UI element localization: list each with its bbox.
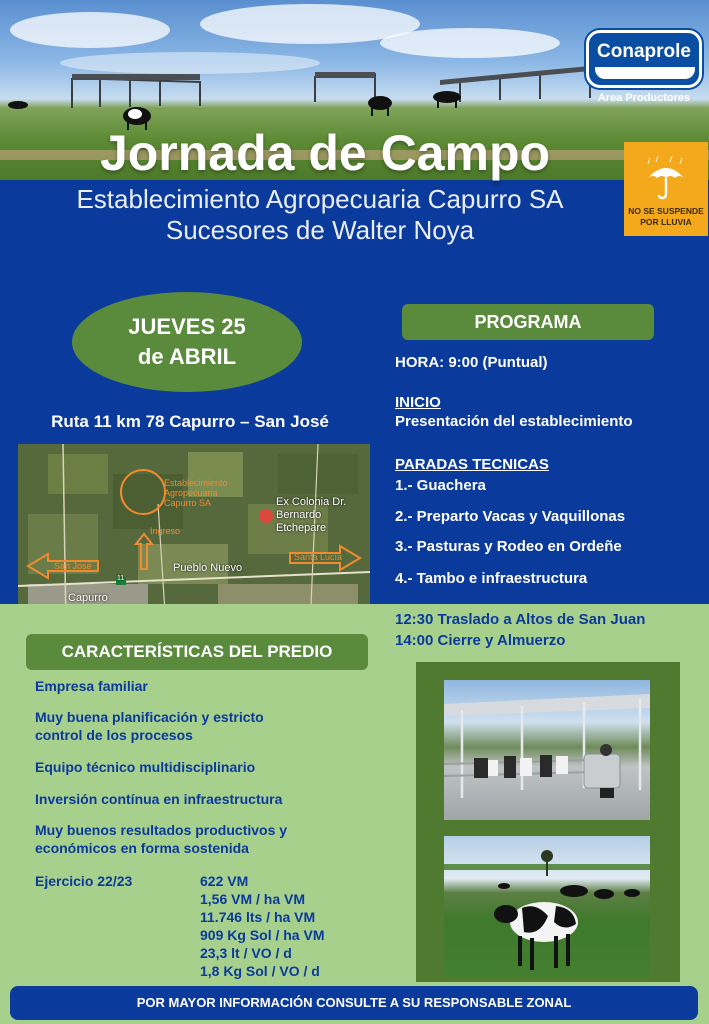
stat-cows: 622 VM — [200, 873, 249, 889]
map-label-san-jose: San José — [54, 561, 92, 571]
technical-stop-4: 4.- Tambo e infraestructura — [395, 570, 588, 587]
map-label-establishment-2: Agropecuaria — [164, 488, 218, 498]
feature-line: económicos en forma sostenida — [35, 840, 249, 856]
program-heading: PROGRAMA — [402, 304, 654, 340]
program-start-label: INICIO — [395, 394, 441, 411]
feature-family-business — [35, 677, 148, 695]
feature-line: Empresa familiar — [35, 678, 148, 694]
event-date-day: JUEVES 25 — [128, 314, 246, 339]
event-date — [72, 292, 302, 392]
feature-results — [35, 821, 287, 857]
feature-technical-team — [35, 758, 255, 776]
milking-parlor-photo — [444, 680, 650, 820]
no-rain-cancel-badge — [624, 142, 708, 236]
map-label-capurro: Capurro — [68, 592, 108, 604]
stat-liters-per-ha: 11.746 lts / ha VM — [200, 909, 316, 925]
feature-line: Equipo técnico multidisciplinario — [35, 759, 256, 775]
technical-stop-3: 3.- Pasturas y Rodeo en Ordeñe — [395, 538, 622, 555]
cows-pasture-illustration — [444, 836, 650, 978]
map-label-colonia-2: Bernardo Etchepare — [276, 509, 327, 534]
feature-line: Muy buenos resultados productivos y — [35, 822, 288, 838]
map-label-santa-lucia: Santa Lucía — [294, 552, 343, 562]
stat-solids-per-ha: 909 Kg Sol / ha VM — [200, 927, 325, 943]
technical-stops-label: PARADAS TECNICAS — [395, 456, 549, 473]
stat-liters-per-cow: 23,3 lt / VO / d — [200, 945, 292, 961]
conaprole-logo — [586, 30, 702, 110]
technical-stop-2: 2.- Preparto Vacas y Vaquillonas — [395, 508, 626, 525]
rain-badge-line2: POR LLUVIA — [640, 217, 692, 227]
cows-pasture-photo — [444, 836, 650, 978]
stat-cows-per-ha: 1,56 VM / ha VM — [200, 891, 306, 907]
feature-line: Inversión contínua en infraestructura — [35, 791, 283, 807]
map-label-entrance: Ingreso — [150, 526, 181, 536]
event-location: Ruta 11 km 78 Capurro – San José — [51, 412, 329, 431]
establishment-owner: Sucesores de Walter Noya — [165, 215, 475, 245]
establishment-name: Establecimiento Agropecuaria Capurro SA — [76, 184, 564, 214]
map-label-establishment-1: Establecimiento — [164, 478, 228, 488]
brand-subtitle: Area Productores — [597, 92, 691, 104]
characteristics-heading: CARACTERÍSTICAS DEL PREDIO — [26, 634, 368, 670]
milking-parlor-illustration — [444, 680, 650, 820]
umbrella-icon — [646, 156, 686, 202]
brand-name: Conaprole — [597, 41, 691, 62]
feature-planning — [35, 708, 264, 744]
map-route-number: 11 — [117, 575, 125, 582]
schedule-transfer: 12:30 Traslado a Altos de San Juan — [395, 611, 646, 628]
rain-badge-line1: NO SE SUSPENDE — [628, 206, 704, 216]
feature-investment — [35, 790, 282, 808]
map-label-establishment-3: Capurro SA — [164, 498, 212, 508]
exercise-label: Ejercicio 22/23 — [35, 873, 133, 889]
map-label-pueblo-nuevo: Pueblo Nuevo — [173, 562, 243, 574]
feature-line: control de los procesos — [35, 727, 193, 743]
location-map — [18, 444, 370, 628]
stat-solids-per-cow: 1,8 Kg Sol / VO / d — [200, 963, 320, 979]
feature-line: Muy buena planificación y estricto — [35, 709, 264, 725]
page-title: Jornada de Campo — [99, 125, 551, 181]
technical-stop-1: 1.- Guachera — [395, 477, 486, 494]
program-time: HORA: 9:00 (Puntual) — [395, 354, 548, 371]
map-label-colonia-1: Ex Colonia Dr. — [276, 496, 347, 508]
event-date-month: de ABRIL — [137, 344, 237, 369]
program-start-text: Presentación del establecimiento — [395, 413, 633, 430]
schedule-closing: 14:00 Cierre y Almuerzo — [395, 632, 566, 649]
footer-banner: POR MAYOR INFORMACIÓN CONSULTE A SU RESPONSABLE ZONAL — [10, 986, 698, 1020]
